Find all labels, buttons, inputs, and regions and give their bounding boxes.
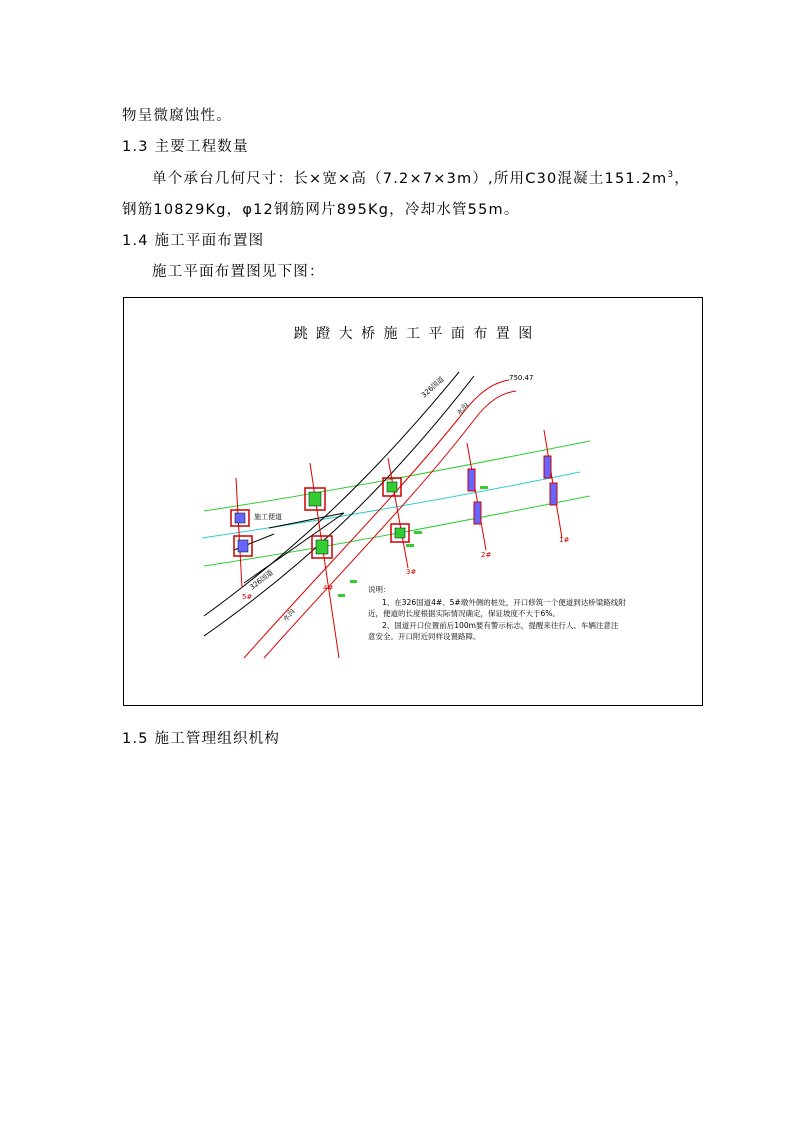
pier-label-1: 1# bbox=[559, 536, 570, 544]
elevation-label: 750.47 bbox=[509, 374, 534, 382]
note-2-line-2: 意安全。开口附近同样设置路障。 bbox=[368, 632, 481, 641]
road-label-bottom: 326国道 bbox=[248, 568, 275, 592]
equipment-marks bbox=[338, 486, 488, 597]
note-1-line-1: 1、在326国道4#、5#墩外侧的桩处，开口修筑一个便道到达桥梁路线附 bbox=[382, 598, 626, 607]
paragraph-text bbox=[152, 170, 690, 188]
pier-label-4: 4# bbox=[323, 584, 334, 592]
national-road-edge-1 bbox=[204, 372, 459, 616]
section-heading-1-5: 1.5 施工管理组织机构 bbox=[122, 731, 281, 747]
pier-label-3: 3# bbox=[406, 568, 417, 576]
note-2-line-1: 2、国道开口位置前后100m要有警示标志，提醒来往行人、车辆注意注 bbox=[382, 621, 619, 630]
pier-label-5: 5# bbox=[242, 593, 253, 601]
road-label-top: 326国道 bbox=[419, 375, 446, 400]
pier-cap-5-upper bbox=[231, 510, 249, 526]
alignment-line-upper bbox=[204, 441, 590, 511]
dimensions-text: 单个承台几何尺寸：长×宽×高（7.2×7×3m）,所用C30混凝土151.2m bbox=[152, 171, 668, 187]
notes-title: 说明： bbox=[368, 585, 391, 594]
figure-title: 跳 蹬 大 桥 施 工 平 面 布 置 图 bbox=[293, 326, 535, 342]
pier-2-columns bbox=[468, 469, 481, 524]
section-heading-1-3: 1.3 主要工程数量 bbox=[122, 139, 249, 155]
drawing-notes bbox=[368, 584, 626, 641]
note-1-line-2: 近，便道的长度根据实际情况确定，保证坡度不大于6%。 bbox=[368, 609, 560, 618]
pier-cap-4-lower bbox=[312, 536, 332, 558]
pier-label-2: 2# bbox=[481, 551, 492, 559]
paragraph-text: 物呈微腐蚀性。 bbox=[122, 108, 232, 124]
site-plan-drawing bbox=[124, 298, 702, 705]
punctuation: ， bbox=[674, 171, 690, 187]
paragraph-text: 钢筋10829Kg，φ12钢筋网片895Kg，冷却水管55m。 bbox=[122, 202, 520, 218]
pier-axis-2 bbox=[467, 443, 486, 550]
paragraph-text: 施工平面布置图见下图： bbox=[152, 264, 325, 280]
section-heading-1-4: 1.4 施工平面布置图 bbox=[122, 233, 265, 249]
access-road bbox=[244, 513, 344, 583]
site-layout-figure bbox=[123, 297, 703, 706]
access-road-label: 施工便道 bbox=[254, 513, 282, 521]
pier-cap-5-lower bbox=[234, 536, 252, 556]
pier-1-columns bbox=[544, 456, 557, 505]
river-label-top: 水沟 bbox=[455, 401, 471, 418]
superscript: 3 bbox=[667, 170, 675, 180]
river-label-bottom: 水沟 bbox=[281, 607, 297, 624]
pier-axis-3 bbox=[388, 458, 408, 568]
